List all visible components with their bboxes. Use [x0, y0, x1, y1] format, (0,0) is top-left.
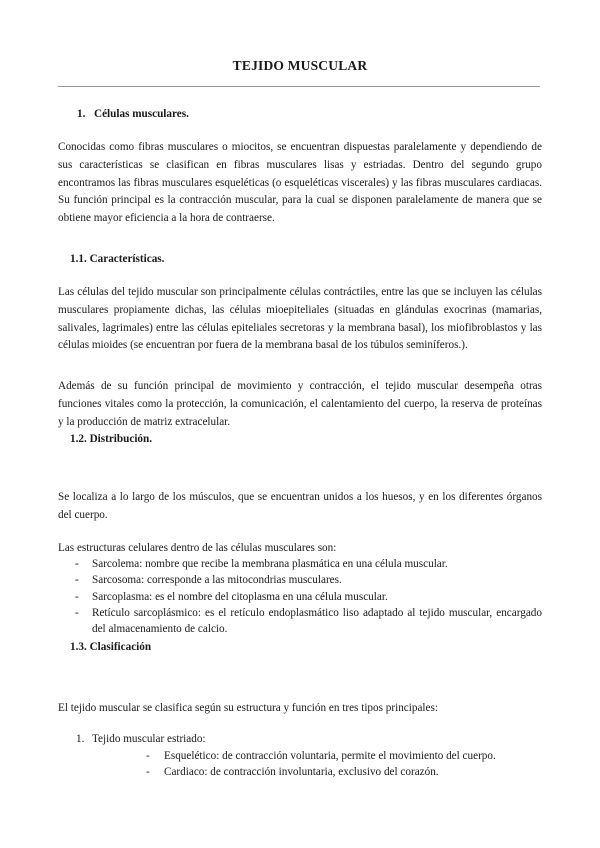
title-divider: [58, 86, 540, 87]
section-heading-1: [77, 108, 189, 120]
list-item-text: Tejido muscular estriado:: [92, 733, 206, 745]
cell-structures-list: [58, 556, 542, 637]
section-heading-text: Células musculares.: [94, 108, 189, 120]
striated-subtypes-list: [92, 748, 542, 781]
sub-list-item-text: Esquelético: de contracción voluntaria, permite el movimiento del cuerpo.: [164, 749, 496, 762]
list-item-text: Sarcoplasma: es el nombre del citoplasma en una célula muscular.: [92, 590, 388, 603]
list-item: [58, 605, 542, 638]
sub-list-item-text: Cardiaco: de contracción involuntaria, exclusivo del corazón.: [164, 766, 439, 778]
section-heading-1-1: 1.1. Características.: [70, 253, 165, 265]
section-1-1-paragraph-2: Además de su función principal de movimiento y contracción, el tejido muscular desempeña otras funciones vitales como la protección, la comunicación, el calentamiento del cuerpo, la reserva de proteínas y la producción de matriz extracelular.: [58, 380, 542, 428]
sub-list-item: [92, 748, 542, 765]
section-heading-1-3: 1.3. Clasificación: [70, 641, 152, 653]
list-item: [58, 572, 542, 588]
dash-bullet: -: [75, 590, 79, 603]
sub-list-item: [92, 764, 542, 781]
list-item: [58, 589, 542, 605]
list-item: [58, 556, 542, 572]
section-heading-1-2: 1.2. Distribución.: [70, 433, 153, 445]
dash-bullet: -: [146, 749, 150, 762]
section-1-1-paragraph-1: Las células del tejido muscular son principalmente células contráctiles, entre las que se incluyen las células musculares propiamente dichas, las células mioepiteliales (situadas en glándulas exocrinas (mamarias, salivales, lagrimales) entre las células epiteliales secretoras y la membrana basal), los miofibroblastos y las células mioides (se encuentran por fuera de la membrana basal de los túbulos seminíferos.).: [58, 286, 542, 352]
section-number: 1.: [77, 108, 86, 120]
list-item-text: Sarcolema: nombre que recibe la membrana plasmática en una célula muscular.: [92, 558, 448, 570]
dash-bullet: -: [75, 558, 79, 570]
list-item-text: Sarcosoma: corresponde a las mitocondrias musculares.: [92, 574, 342, 587]
list-number: 1.: [76, 733, 85, 745]
list-item-text: Retículo sarcoplásmico: es el retículo endoplasmático liso adaptado al tejido muscular, encargado del almacenamiento de calcio.: [92, 606, 542, 636]
classification-list: [58, 731, 542, 781]
section-1-3-paragraph: El tejido muscular se clasifica según su estructura y función en tres tipos principales:: [58, 702, 438, 714]
section-1-2-paragraph: Se localiza a lo largo de los músculos, que se encuentran unidos a los huesos, y en los diferentes órganos del cuerpo.: [58, 491, 542, 521]
dash-bullet: -: [75, 606, 79, 619]
dash-bullet: -: [75, 574, 79, 587]
section-1-2-list-intro: Las estructuras celulares dentro de las células musculares son:: [58, 542, 337, 554]
list-item: [58, 731, 542, 781]
document-title: TEJIDO MUSCULAR: [232, 58, 368, 73]
section-1-paragraph: Conocidas como fibras musculares o miocitos, se encuentran dispuestas paralelamente y dependiendo de sus características se clasifican en fibras musculares lisas y estriadas. Dentro del segundo grupo encontramos las fibras musculares esqueléticas (o esqueléticas viscerales) y las fibras musculares cardiacas. Su función principal es la contracción muscular, para la cual se disponen paralelamente de manera que se obtiene mayor eficiencia a la hora de contraerse.: [58, 141, 542, 225]
dash-bullet: -: [146, 766, 150, 778]
